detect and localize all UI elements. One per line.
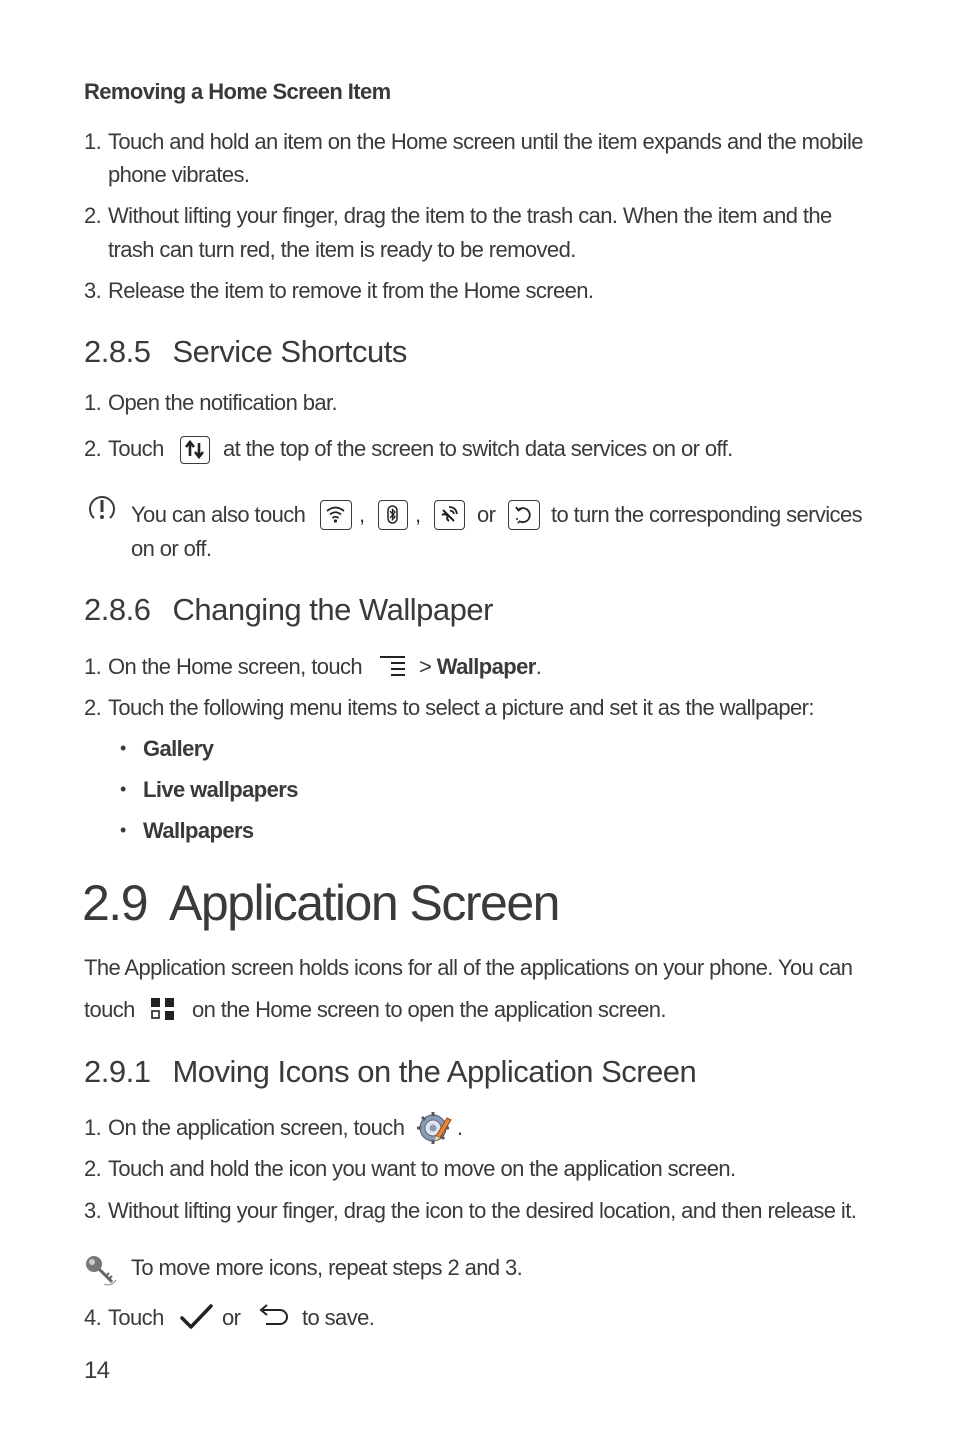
note-text-continuation: on or off. <box>131 536 212 561</box>
wifi-icon <box>320 500 352 530</box>
note-text: You can also touch <box>131 502 306 527</box>
note-separator: , <box>415 502 421 527</box>
bullet-icon: • <box>120 779 126 799</box>
list-item: 1. Open the notification bar. <box>84 390 338 415</box>
subsection-title-removing: Removing a Home Screen Item <box>84 79 391 104</box>
list-item: 2. Without lifting your finger, drag the item to the trash can. When the item and the <box>84 203 832 228</box>
tip-key-icon <box>84 1253 120 1287</box>
chapter-heading-2-9: 2.9 Application Screen <box>82 875 559 931</box>
step-text: at the top of the screen to switch data services on or off. <box>223 436 733 461</box>
edit-gear-icon <box>416 1110 454 1146</box>
list-item-continuation: trash can turn red, the item is ready to be removed. <box>108 237 576 262</box>
bullet-icon: • <box>120 820 126 840</box>
back-arrow-icon <box>256 1302 292 1332</box>
list-item: 2. Touch <box>84 436 164 461</box>
section-heading-2-9-1: 2.9.1 Moving Icons on the Application Screen <box>84 1054 697 1089</box>
data-toggle-icon <box>180 436 210 464</box>
list-item: 3. Without lifting your finger, drag the icon to the desired location, and then release it. <box>84 1198 857 1223</box>
list-item: 4. Touch <box>84 1305 164 1330</box>
section-heading-2-8-6: 2.8.6 Changing the Wallpaper <box>84 592 493 627</box>
list-item: 1. On the Home screen, touch <box>84 654 363 679</box>
app-grid-icon <box>150 997 178 1023</box>
gps-icon <box>434 500 465 530</box>
note-or: or <box>477 502 496 527</box>
step-or: or <box>222 1305 241 1330</box>
list-item: 1. Touch and hold an item on the Home screen until the item expands and the mobile <box>84 129 863 154</box>
auto-rotate-icon <box>508 500 540 530</box>
step-text: . <box>457 1115 463 1140</box>
list-item: 1. On the application screen, touch <box>84 1115 405 1140</box>
page-number: 14 <box>84 1357 110 1384</box>
bluetooth-icon <box>378 500 408 530</box>
checkmark-icon <box>178 1302 214 1332</box>
bullet-icon: • <box>120 738 126 758</box>
list-item: 2. Touch and hold the icon you want to move on the application screen. <box>84 1156 736 1181</box>
warning-note-icon <box>86 492 118 524</box>
list-item: 3. Release the item to remove it from the Home screen. <box>84 278 594 303</box>
section-heading-2-8-5: 2.8.5 Service Shortcuts <box>84 334 407 369</box>
list-item: 2. Touch the following menu items to select a picture and set it as the wallpaper: <box>84 695 814 720</box>
menu-icon <box>380 652 408 680</box>
list-item-continuation: phone vibrates. <box>108 162 250 187</box>
paragraph-line: The Application screen holds icons for all of the applications on your phone. You can <box>84 955 853 980</box>
step-text: > Wallpaper. <box>419 654 542 679</box>
bullet-item-gallery: Gallery <box>143 736 214 761</box>
bullet-item-wallpapers: Wallpapers <box>143 818 254 843</box>
note-separator: , <box>359 502 365 527</box>
step-text: to save. <box>302 1305 375 1330</box>
paragraph-text: touch <box>84 997 135 1022</box>
tip-text: To move more icons, repeat steps 2 and 3. <box>131 1255 523 1280</box>
paragraph-text: on the Home screen to open the application screen. <box>192 997 666 1022</box>
note-text: to turn the corresponding services <box>551 502 862 527</box>
bullet-item-live-wallpapers: Live wallpapers <box>143 777 298 802</box>
